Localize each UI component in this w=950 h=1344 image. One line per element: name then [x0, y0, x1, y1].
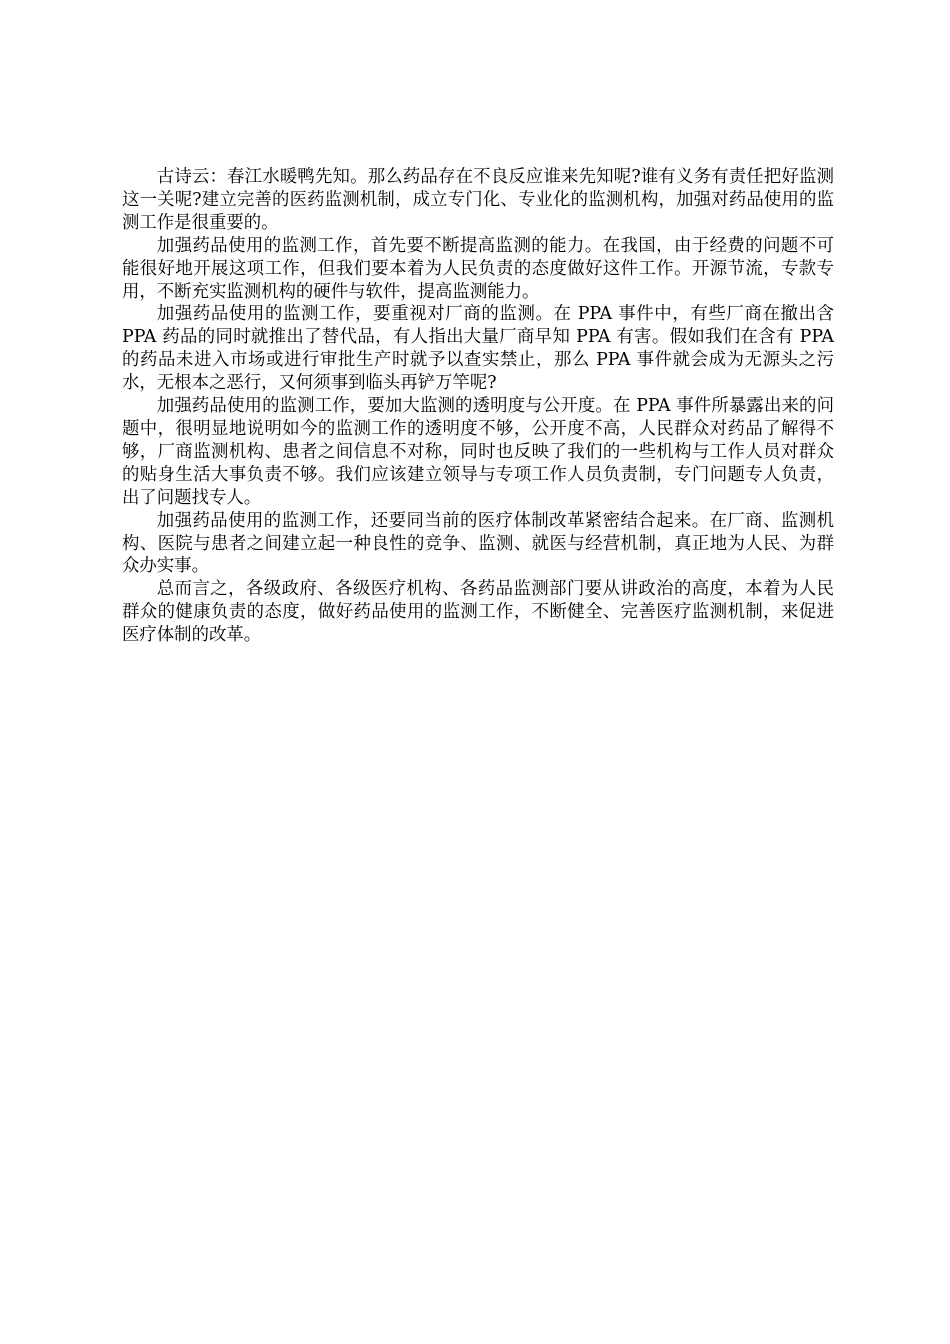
paragraph-6: 总而言之，各级政府、各级医疗机构、各药品监测部门要从讲政治的高度，本着为人民群众的健康负责的态度，做好药品使用的监测工作，不断健全、完善医疗监测机制，来促进医疗体制的改革。 — [122, 579, 834, 646]
paragraph-1: 古诗云：春江水暖鸭先知。那么药品存在不良反应谁来先知呢?谁有义务有责任把好监测这一关呢?建立完善的医药监测机制，成立专门化、专业化的监测机构，加强对药品使用的监测工作是很重要的。 — [122, 167, 834, 233]
document-body — [122, 166, 834, 647]
paragraph-2: 加强药品使用的监测工作，首先要不断提高监测的能力。在我国，由于经费的问题不可能很好地开展这项工作，但我们要本着为人民负责的态度做好这件工作。开源节流，专款专用，不断充实监测机构的硬件与软件，提高监测能力。 — [122, 235, 834, 302]
paragraph-5: 加强药品使用的监测工作，还要同当前的医疗体制改革紧密结合起来。在厂商、监测机构、医院与患者之间建立起一种良性的竞争、监测、就医与经营机制，真正地为人民、为群众办实事。 — [122, 510, 834, 577]
paragraph-3: 加强药品使用的监测工作，要重视对厂商的监测。在 PPA 事件中，有些厂商在撤出含 PPA 药品的同时就推出了替代品，有人指出大量厂商早知 PPA 有害。假如我们在含有 PPA 的药品未进入市场或进行审批生产时就予以查实禁止，那么 PPA 事件就会成为无源头之污水，无根本之恶行，又何须事到临头再铲万竿呢? — [122, 304, 834, 394]
paragraph-4: 加强药品使用的监测工作，要加大监测的透明度与公开度。在 PPA 事件所暴露出来的问题中，很明显地说明如今的监测工作的透明度不够，公开度不高，人民群众对药品了解得不够，厂商监测机构、患者之间信息不对称，同时也反映了我们的一些机构与工作人员对群众的贴身生活大事负责不够。我们应该建立领导与专项工作人员负责制，专门问题专人负责，出了问题找专人。 — [122, 396, 834, 508]
